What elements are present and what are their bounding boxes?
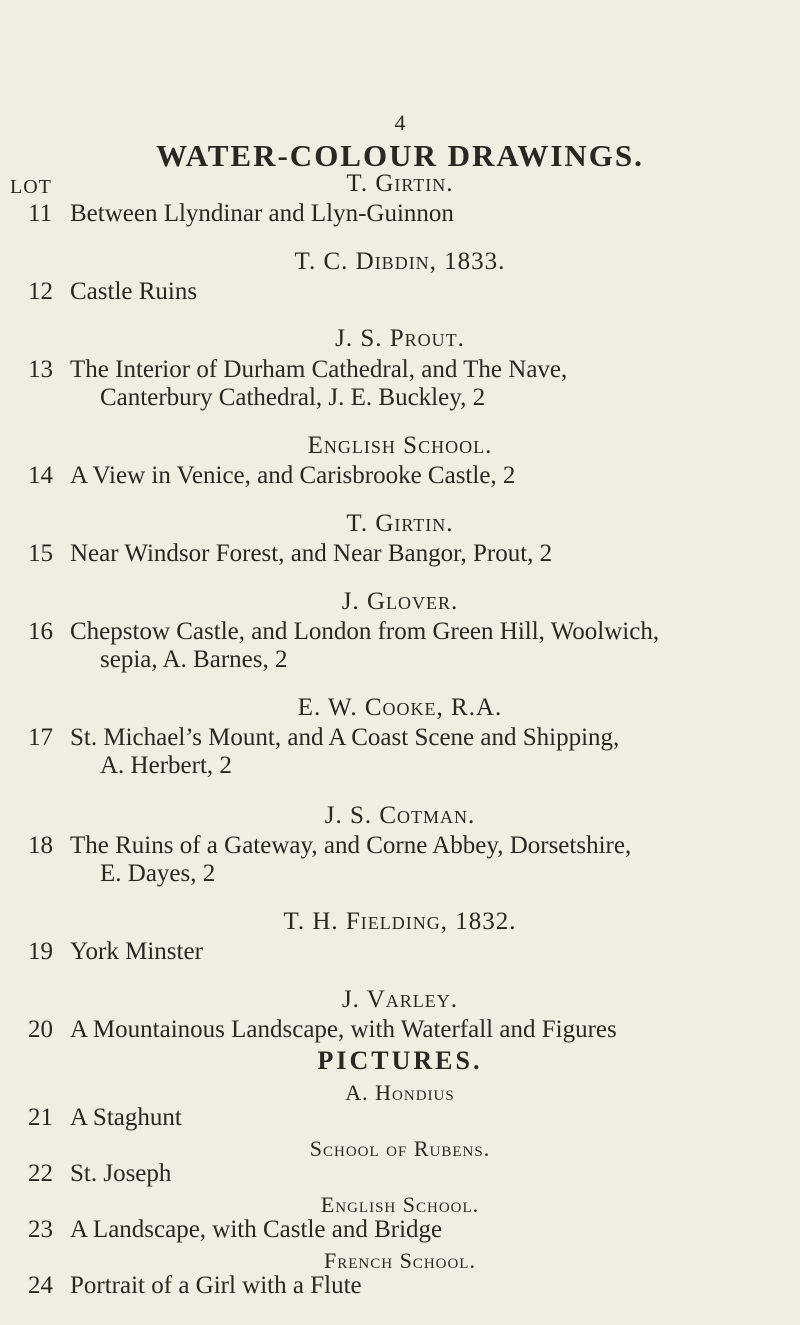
artist-name: J. Varley. bbox=[341, 986, 459, 1013]
lot-number: 11 bbox=[28, 200, 53, 227]
lot-description-line: The Ruins of a Gateway, and Corne Abbey, Dorsetshire, bbox=[70, 832, 632, 859]
page-number: 4 bbox=[394, 110, 406, 135]
artist-name: School of Rubens. bbox=[309, 1136, 491, 1161]
lot-number: 14 bbox=[28, 462, 53, 489]
artist-name: T. C. Dibdin, 1833. bbox=[294, 248, 506, 275]
artist-name: J. S. Prout. bbox=[335, 325, 465, 352]
lot-description bbox=[70, 356, 785, 412]
artist-name: J. S. Cotman. bbox=[324, 802, 476, 829]
lot-description bbox=[70, 724, 785, 780]
lot-description: A Mountainous Landscape, with Waterfall and Figures bbox=[70, 1016, 617, 1043]
artist-name: E. W. Cooke, R.A. bbox=[297, 694, 503, 721]
lot-column-label: LOT bbox=[10, 176, 52, 198]
lot-description-line: The Interior of Durham Cathedral, and The Nave, bbox=[70, 356, 568, 383]
lot-description-line: Chepstow Castle, and London from Green Hill, Woolwich, bbox=[70, 618, 660, 645]
lot-description: A Staghunt bbox=[70, 1104, 182, 1131]
lot-description bbox=[70, 832, 785, 888]
lot-description: St. Joseph bbox=[70, 1160, 172, 1187]
lot-description: Castle Ruins bbox=[70, 278, 198, 305]
artist-name: T. H. Fielding, 1832. bbox=[283, 908, 517, 935]
lot-description: York Minster bbox=[70, 938, 203, 965]
lot-description bbox=[70, 618, 785, 674]
lot-description: Between Llyndinar and Llyn-Guinnon bbox=[70, 200, 454, 227]
artist-name: French School. bbox=[324, 1248, 476, 1273]
pictures-heading: PICTURES. bbox=[317, 1046, 483, 1075]
lot-description: A Landscape, with Castle and Bridge bbox=[70, 1216, 443, 1243]
artist-name: English School. bbox=[307, 432, 493, 459]
lot-description: Portrait of a Girl with a Flute bbox=[70, 1272, 362, 1299]
lot-number: 12 bbox=[28, 278, 53, 305]
artist-name: A. Hondius bbox=[345, 1080, 455, 1105]
lot-number: 17 bbox=[28, 724, 53, 751]
lot-number: 23 bbox=[28, 1216, 53, 1243]
lot-number: 21 bbox=[28, 1104, 53, 1131]
lot-description-line: Canterbury Cathedral, J. E. Buckley, 2 bbox=[100, 384, 486, 411]
lot-number: 16 bbox=[28, 618, 53, 645]
lot-number: 20 bbox=[28, 1016, 53, 1043]
lot-number: 22 bbox=[28, 1160, 53, 1187]
lot-number: 19 bbox=[28, 938, 53, 965]
artist-name: English School. bbox=[320, 1192, 480, 1217]
artist-name: T. Girtin. bbox=[346, 510, 454, 537]
lot-description-line: sepia, A. Barnes, 2 bbox=[100, 646, 288, 673]
lot-number: 18 bbox=[28, 832, 53, 859]
lot-number: 15 bbox=[28, 540, 53, 567]
lot-description-line: St. Michael’s Mount, and A Coast Scene and Shipping, bbox=[70, 724, 620, 751]
lot-description-line: E. Dayes, 2 bbox=[100, 860, 216, 887]
lot-description: A View in Venice, and Carisbrooke Castle, 2 bbox=[70, 462, 516, 489]
lot-description-line: A. Herbert, 2 bbox=[100, 752, 232, 779]
artist-name: J. Glover. bbox=[341, 588, 459, 615]
lot-number: 24 bbox=[28, 1272, 53, 1299]
lot-description: Near Windsor Forest, and Near Bangor, Prout, 2 bbox=[70, 540, 553, 567]
artist-name: T. Girtin. bbox=[346, 170, 454, 197]
lot-number: 13 bbox=[28, 356, 53, 383]
page-title: WATER-COLOUR DRAWINGS. bbox=[156, 138, 644, 173]
